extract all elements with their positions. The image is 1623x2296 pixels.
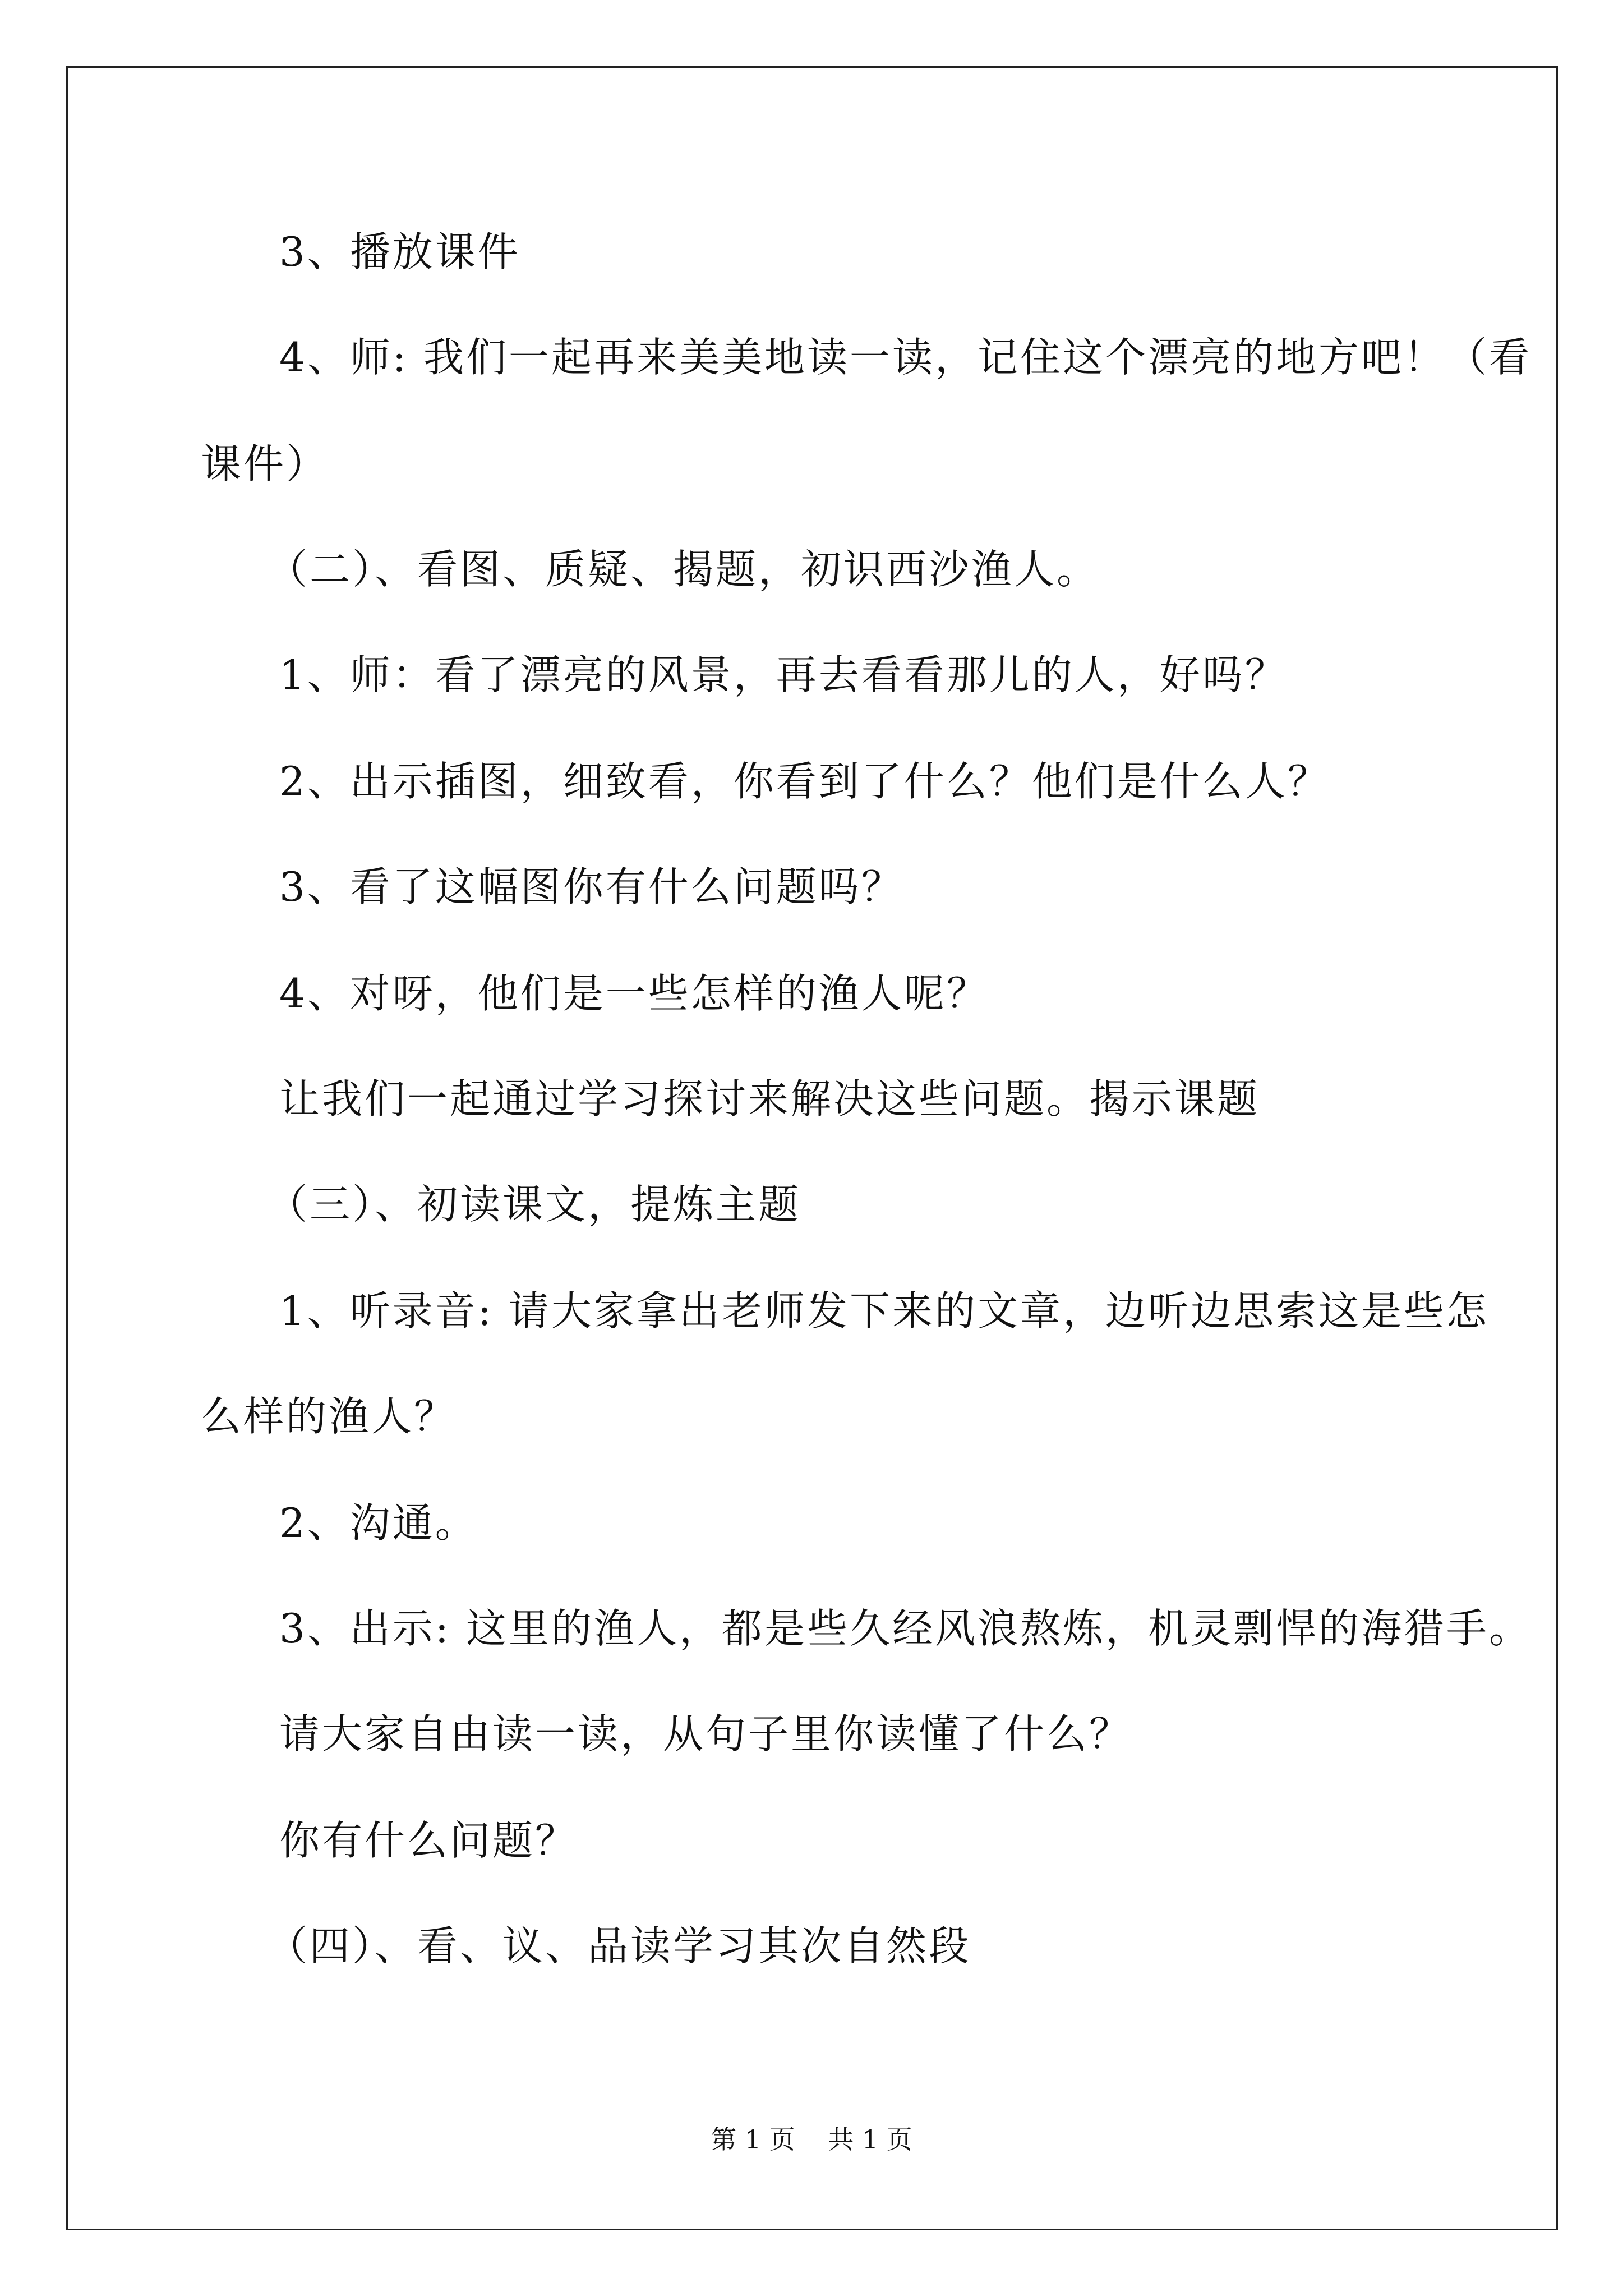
text-line: 4、对呀，他们是一些怎样的渔人呢？	[279, 970, 989, 1017]
text-line: 3、出示: 这里的渔人，都是些久经风浪熬炼，机灵剽悍的海猎手。	[279, 1605, 1532, 1652]
text-line: 3、播放课件	[279, 228, 520, 275]
text-line: 么样的渔人？	[201, 1393, 457, 1440]
text-line: 1、听录音: 请大家拿出老师发下来的文章，边听边思索这是些怎	[279, 1287, 1489, 1335]
text-line: 让我们一起通过学习探讨来解决这些问题。揭示课题	[279, 1075, 1260, 1122]
text-line: 3、看了这幅图你有什么问题吗？	[279, 863, 904, 910]
page-border	[66, 66, 1558, 2230]
text-line: （四）、看、议、品读学习其次自然段	[267, 1922, 972, 1970]
text-line: 2、出示插图，细致看，你看到了什么？他们是什么人？	[279, 758, 1330, 805]
text-line: 你有什么问题？	[279, 1817, 578, 1864]
text-line: 1、师：看了漂亮的风景，再去看看那儿的人，好吗？	[279, 651, 1288, 698]
text-line: （二）、看图、质疑、揭题，初识西沙渔人。	[267, 546, 1100, 593]
text-line: （三）、初读课文，提炼主题	[267, 1181, 801, 1228]
text-line: 课件）	[201, 440, 329, 487]
text-line: 2、沟通。	[279, 1499, 478, 1547]
text-line: 请大家自由读一读，从句子里你读懂了什么？	[279, 1710, 1132, 1757]
text-line: 4、师: 我们一起再来美美地读一读，记住这个漂亮的地方吧！（看	[279, 334, 1532, 381]
page-footer: 第 1 页 共 1 页	[711, 2124, 912, 2155]
